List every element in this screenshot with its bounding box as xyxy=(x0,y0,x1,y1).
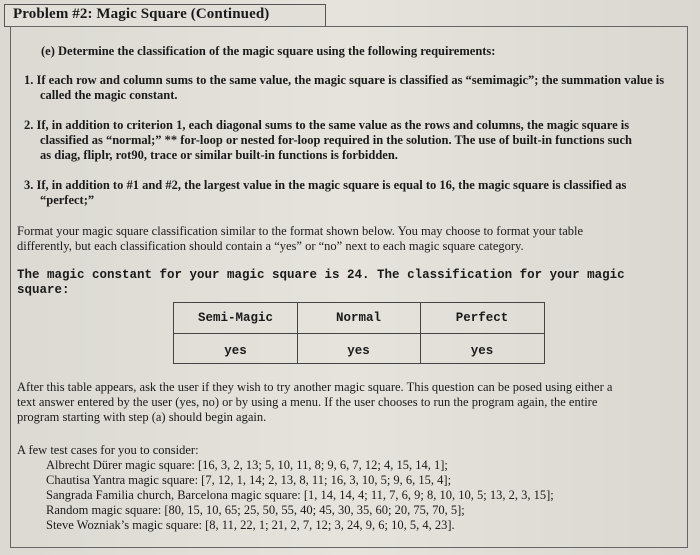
criterion-2-line-3: as diag, fliplr, rot90, trace or similar built-in functions is forbidden. xyxy=(40,148,398,162)
header-normal: Normal xyxy=(335,311,381,325)
value-semi-magic: yes xyxy=(224,344,247,358)
value-perfect: yes xyxy=(470,344,494,358)
test-case-chautisa: Chautisa Yantra magic square: [7, 12, 1, 14; 2, 13, 8, 11; 16, 3, 10, 5; 9, 6, 15, 4]; xyxy=(46,473,452,487)
problem-title-box xyxy=(4,4,326,27)
after-para-line-1: After this table appears, ask the user if they wish to try another magic square. This question can be posed using either a xyxy=(17,380,613,394)
criterion-2-line-1: 2. If, in addition to criterion 1, each diagonal sums to the same value as the rows and columns, the magic square is xyxy=(24,118,630,132)
sample-output-line-1: The magic constant for your magic square is 24. The classification for your magic xyxy=(17,268,625,282)
after-para-line-3: program starting with step (a) should begin again. xyxy=(17,410,267,424)
test-cases-heading: A few test cases for you to consider: xyxy=(17,443,199,457)
criterion-3-line-1: 3. If, in addition to #1 and #2, the largest value in the magic square is equal to 16, the magic square is classified as xyxy=(24,178,627,192)
criterion-1-line-1: 1. If each row and column sums to the same value, the magic square is classified as “semimagic”; the summation value is xyxy=(24,73,665,87)
format-para-line-2: differently, but each classification should contain a “yes” or “no” next to each magic square category. xyxy=(17,239,524,253)
test-case-sagrada: Sangrada Familia church, Barcelona magic square: [1, 14, 14, 4; 11, 7, 6, 9; 8, 10, 10, 5; 13, 2, 3, 15]; xyxy=(46,488,554,502)
value-normal: yes xyxy=(347,344,370,358)
test-case-random: Random magic square: [80, 15, 10, 65; 25, 50, 55, 40; 45, 30, 35, 60; 20, 75, 70, 5]; xyxy=(46,503,465,517)
sample-output-line-2: square: xyxy=(17,283,70,297)
criterion-3-line-2: “perfect;” xyxy=(40,193,95,207)
criterion-2-line-2: classified as “normal;” ** for-loop or nested for-loop required in the solution. The use of built-in functions such xyxy=(40,133,632,147)
header-perfect: Perfect xyxy=(455,311,509,325)
criterion-1-line-2: called the magic constant. xyxy=(40,88,178,102)
after-para-line-2: text answer entered by the user (yes, no) or by using a menu. If the user chooses to run the program again, the entire xyxy=(17,395,598,409)
classification-table xyxy=(173,302,545,364)
header-semi-magic: Semi-Magic xyxy=(197,311,273,325)
test-case-durer: Albrecht Dürer magic square: [16, 3, 2, 13; 5, 10, 11, 8; 9, 6, 7, 12; 4, 15, 14, 1]; xyxy=(46,458,448,472)
test-case-wozniak: Steve Wozniak’s magic square: [8, 11, 22, 1; 21, 2, 7, 12; 3, 24, 9, 6; 10, 5, 4, 23]. xyxy=(46,518,455,532)
part-e-heading: (e) Determine the classification of the magic square using the following requirements: xyxy=(41,44,496,58)
problem-title: Problem #2: Magic Square (Continued) xyxy=(13,6,270,22)
format-para-line-1: Format your magic square classification similar to the format shown below. You may choose to format your table xyxy=(17,224,584,238)
